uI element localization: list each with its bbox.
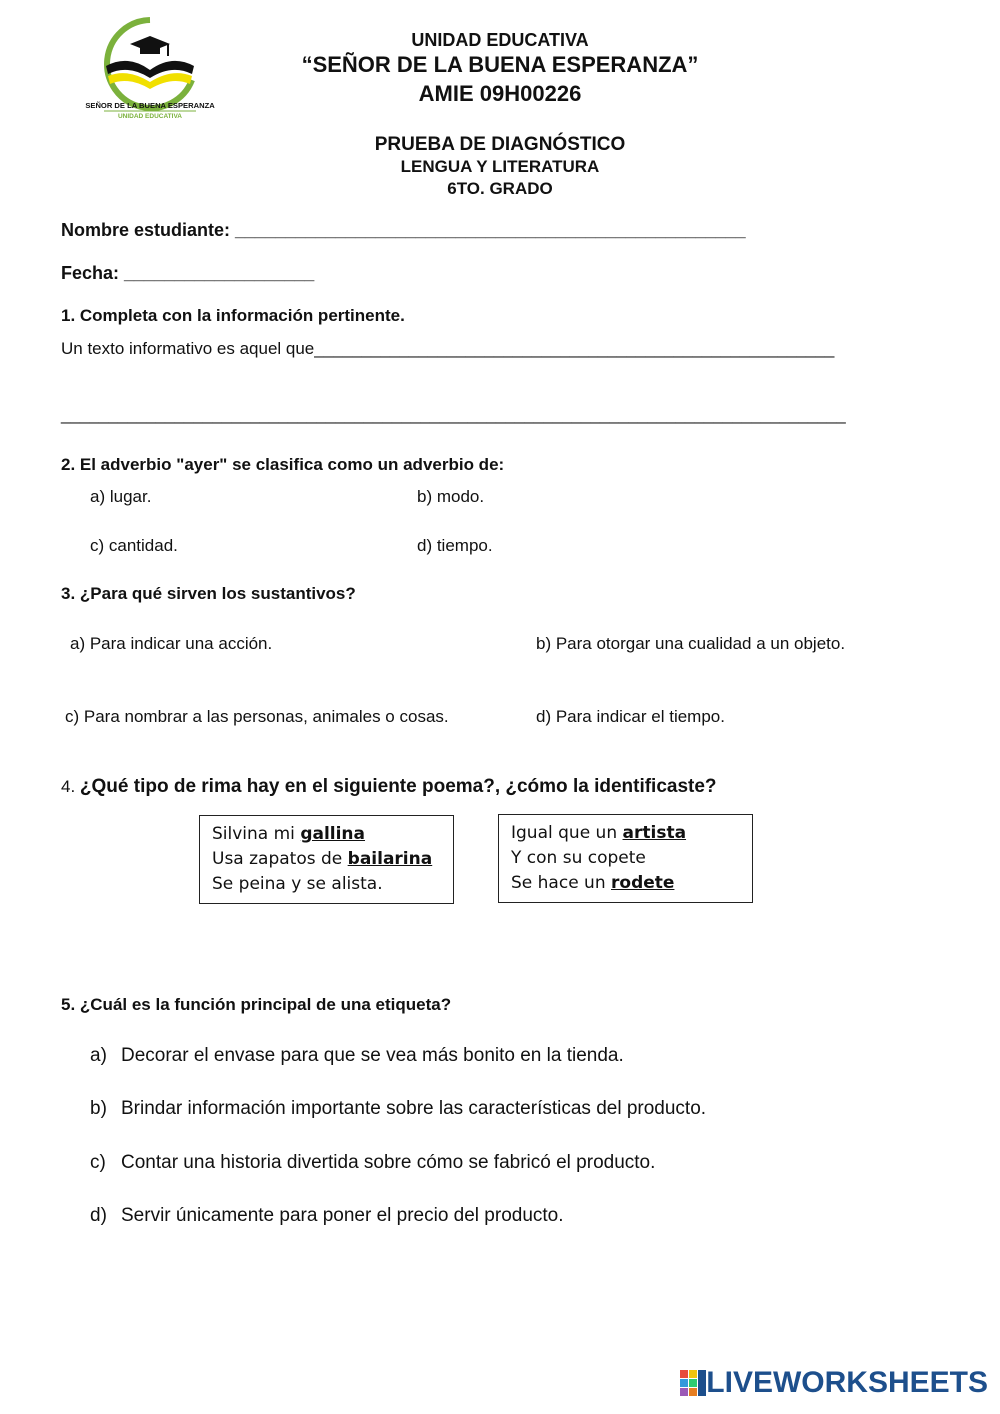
test-title: PRUEBA DE DIAGNÓSTICO [374, 134, 626, 155]
liveworksheets-text: LIVEWORKSHEETS [706, 1366, 988, 1399]
poem-1-rhyme-word-1: gallina [300, 824, 366, 844]
poem-1-rhyme-word-2: bailarina [347, 849, 433, 869]
poem-1-line-3: Se peina y se alista. [212, 874, 383, 894]
student-name-field[interactable] [61, 220, 746, 241]
logo-name-text: SEÑOR DE LA BUENA ESPERANZA [85, 101, 215, 110]
question-1-prompt-line [61, 339, 834, 359]
grade-title: 6TO. GRADO [447, 179, 553, 198]
question-5-title: 5. ¿Cuál es la función principal de una etiqueta? [61, 995, 452, 1014]
question-3-option-d[interactable]: d) Para indicar el tiempo. [536, 707, 725, 726]
question-1-prompt: Un texto informativo es aquel que [61, 339, 315, 358]
student-name-blank[interactable]: ___________________________________________________ [235, 220, 746, 240]
poem-2-line-3-text: Se hace un [511, 873, 612, 893]
poem-1-line-1-text: Silvina mi [212, 824, 301, 844]
question-5-option-b-letter: b) [90, 1098, 107, 1119]
question-1-answer-blank-1[interactable]: _______________________________________________________ [314, 339, 835, 358]
question-4-title-line [61, 776, 717, 798]
poem-box-2 [498, 814, 753, 903]
poem-2-line-1-text: Igual que un [511, 823, 623, 843]
question-5-option-d-letter: d) [90, 1205, 107, 1226]
date-label: Fecha: [61, 263, 125, 283]
poem-box-1 [199, 815, 454, 904]
school-name: “SEÑOR DE LA BUENA ESPERANZA” [301, 52, 699, 77]
poem-2-rhyme-word-2: rodete [611, 873, 675, 893]
liveworksheets-brand[interactable] [680, 1366, 988, 1400]
poem-1-line-2 [212, 847, 441, 872]
poem-2-rhyme-word-1: artista [622, 823, 687, 843]
question-2-option-c[interactable]: c) cantidad. [90, 536, 178, 555]
question-2-title: 2. El adverbio "ayer" se clasifica como un adverbio de: [61, 455, 505, 474]
poem-1-line-2-text: Usa zapatos de [212, 849, 348, 869]
question-5-option-c-text: Contar una historia divertida sobre cómo se fabricó el producto. [121, 1152, 656, 1173]
question-5-option-d[interactable] [90, 1205, 564, 1227]
poem-2-line-1 [511, 821, 740, 846]
school-amie: AMIE 09H00226 [418, 81, 582, 106]
date-blank[interactable]: ___________________ [124, 263, 315, 283]
question-5-option-b[interactable] [90, 1098, 706, 1120]
question-1-answer-blank-2[interactable]: ___________________________________________________________________________________ [61, 405, 846, 424]
question-3-option-c[interactable]: c) Para nombrar a las personas, animales o cosas. [65, 707, 449, 726]
school-type: UNIDAD EDUCATIVA [411, 30, 589, 50]
question-5-option-a-text: Decorar el envase para que se vea más bonito en la tienda. [121, 1045, 624, 1066]
question-5-option-a-letter: a) [90, 1045, 107, 1066]
question-2-option-d[interactable]: d) tiempo. [417, 536, 493, 555]
question-5-option-c[interactable] [90, 1152, 655, 1174]
question-4-number: 4. [61, 777, 80, 796]
question-3-title: 3. ¿Para qué sirven los sustantivos? [61, 584, 356, 603]
question-2-option-a[interactable]: a) lugar. [90, 487, 152, 506]
question-2-option-b[interactable]: b) modo. [417, 487, 485, 506]
logo-sub-text: UNIDAD EDUCATIVA [117, 113, 183, 120]
question-5-option-a[interactable] [90, 1045, 624, 1067]
question-3-option-b[interactable]: b) Para otorgar una cualidad a un objeto. [536, 634, 846, 653]
question-3-option-a[interactable]: a) Para indicar una acción. [70, 634, 273, 653]
poem-1-line-1 [212, 822, 441, 847]
question-5-option-d-text: Servir únicamente para poner el precio del producto. [121, 1205, 564, 1226]
poem-2-line-3 [511, 871, 740, 896]
liveworksheets-icon [680, 1370, 706, 1396]
poem-2-line-2: Y con su copete [511, 848, 646, 868]
student-name-label: Nombre estudiante: [61, 220, 236, 240]
question-1-title: 1. Completa con la información pertinente. [61, 306, 405, 325]
question-5-option-c-letter: c) [90, 1152, 106, 1173]
subject-title: LENGUA Y LITERATURA [400, 157, 600, 176]
date-field[interactable] [61, 263, 314, 284]
question-4-title: ¿Qué tipo de rima hay en el siguiente poema?, ¿cómo la identificaste? [79, 776, 717, 797]
question-5-option-b-text: Brindar información importante sobre las características del producto. [121, 1098, 707, 1119]
